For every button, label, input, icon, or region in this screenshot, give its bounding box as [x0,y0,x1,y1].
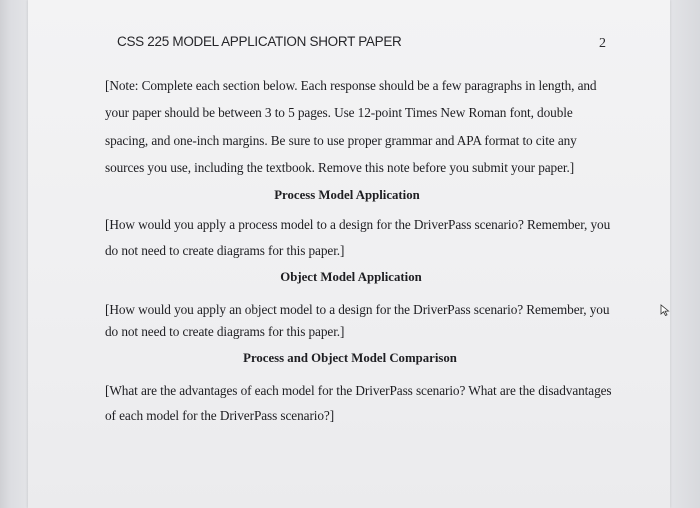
page-header-title: CSS 225 MODEL APPLICATION SHORT PAPER [117,34,402,49]
section-heading-process-model: Process Model Application [274,188,420,202]
section-heading-comparison: Process and Object Model Comparison [243,351,457,365]
section-heading-object-model: Object Model Application [280,270,422,284]
note-line: your paper should be between 3 to 5 pages. Use 12-point Times New Roman font, double [105,105,573,120]
section-body-line: do not need to create diagrams for this paper.] [105,243,345,258]
section-body-line: [How would you apply a process model to a design for the DriverPass scenario? Remember, you [105,217,611,232]
note-line: spacing, and one-inch margins. Be sure to use proper grammar and APA format to cite any [105,133,577,148]
page-number: 2 [599,36,606,51]
section-body-line: of each model for the DriverPass scenario?] [105,408,335,423]
section-body-line: do not need to create diagrams for this paper.] [105,324,345,339]
note-line: [Note: Complete each section below. Each response should be a few paragraphs in length, and [105,78,597,93]
mouse-pointer-icon [660,304,670,316]
note-line: sources you use, including the textbook. Remove this note before you submit your paper.] [105,160,575,175]
section-body-line: [What are the advantages of each model for the DriverPass scenario? What are the disadvantages [105,383,612,398]
section-body-line: [How would you apply an object model to a design for the DriverPass scenario? Remember, you [105,302,610,317]
